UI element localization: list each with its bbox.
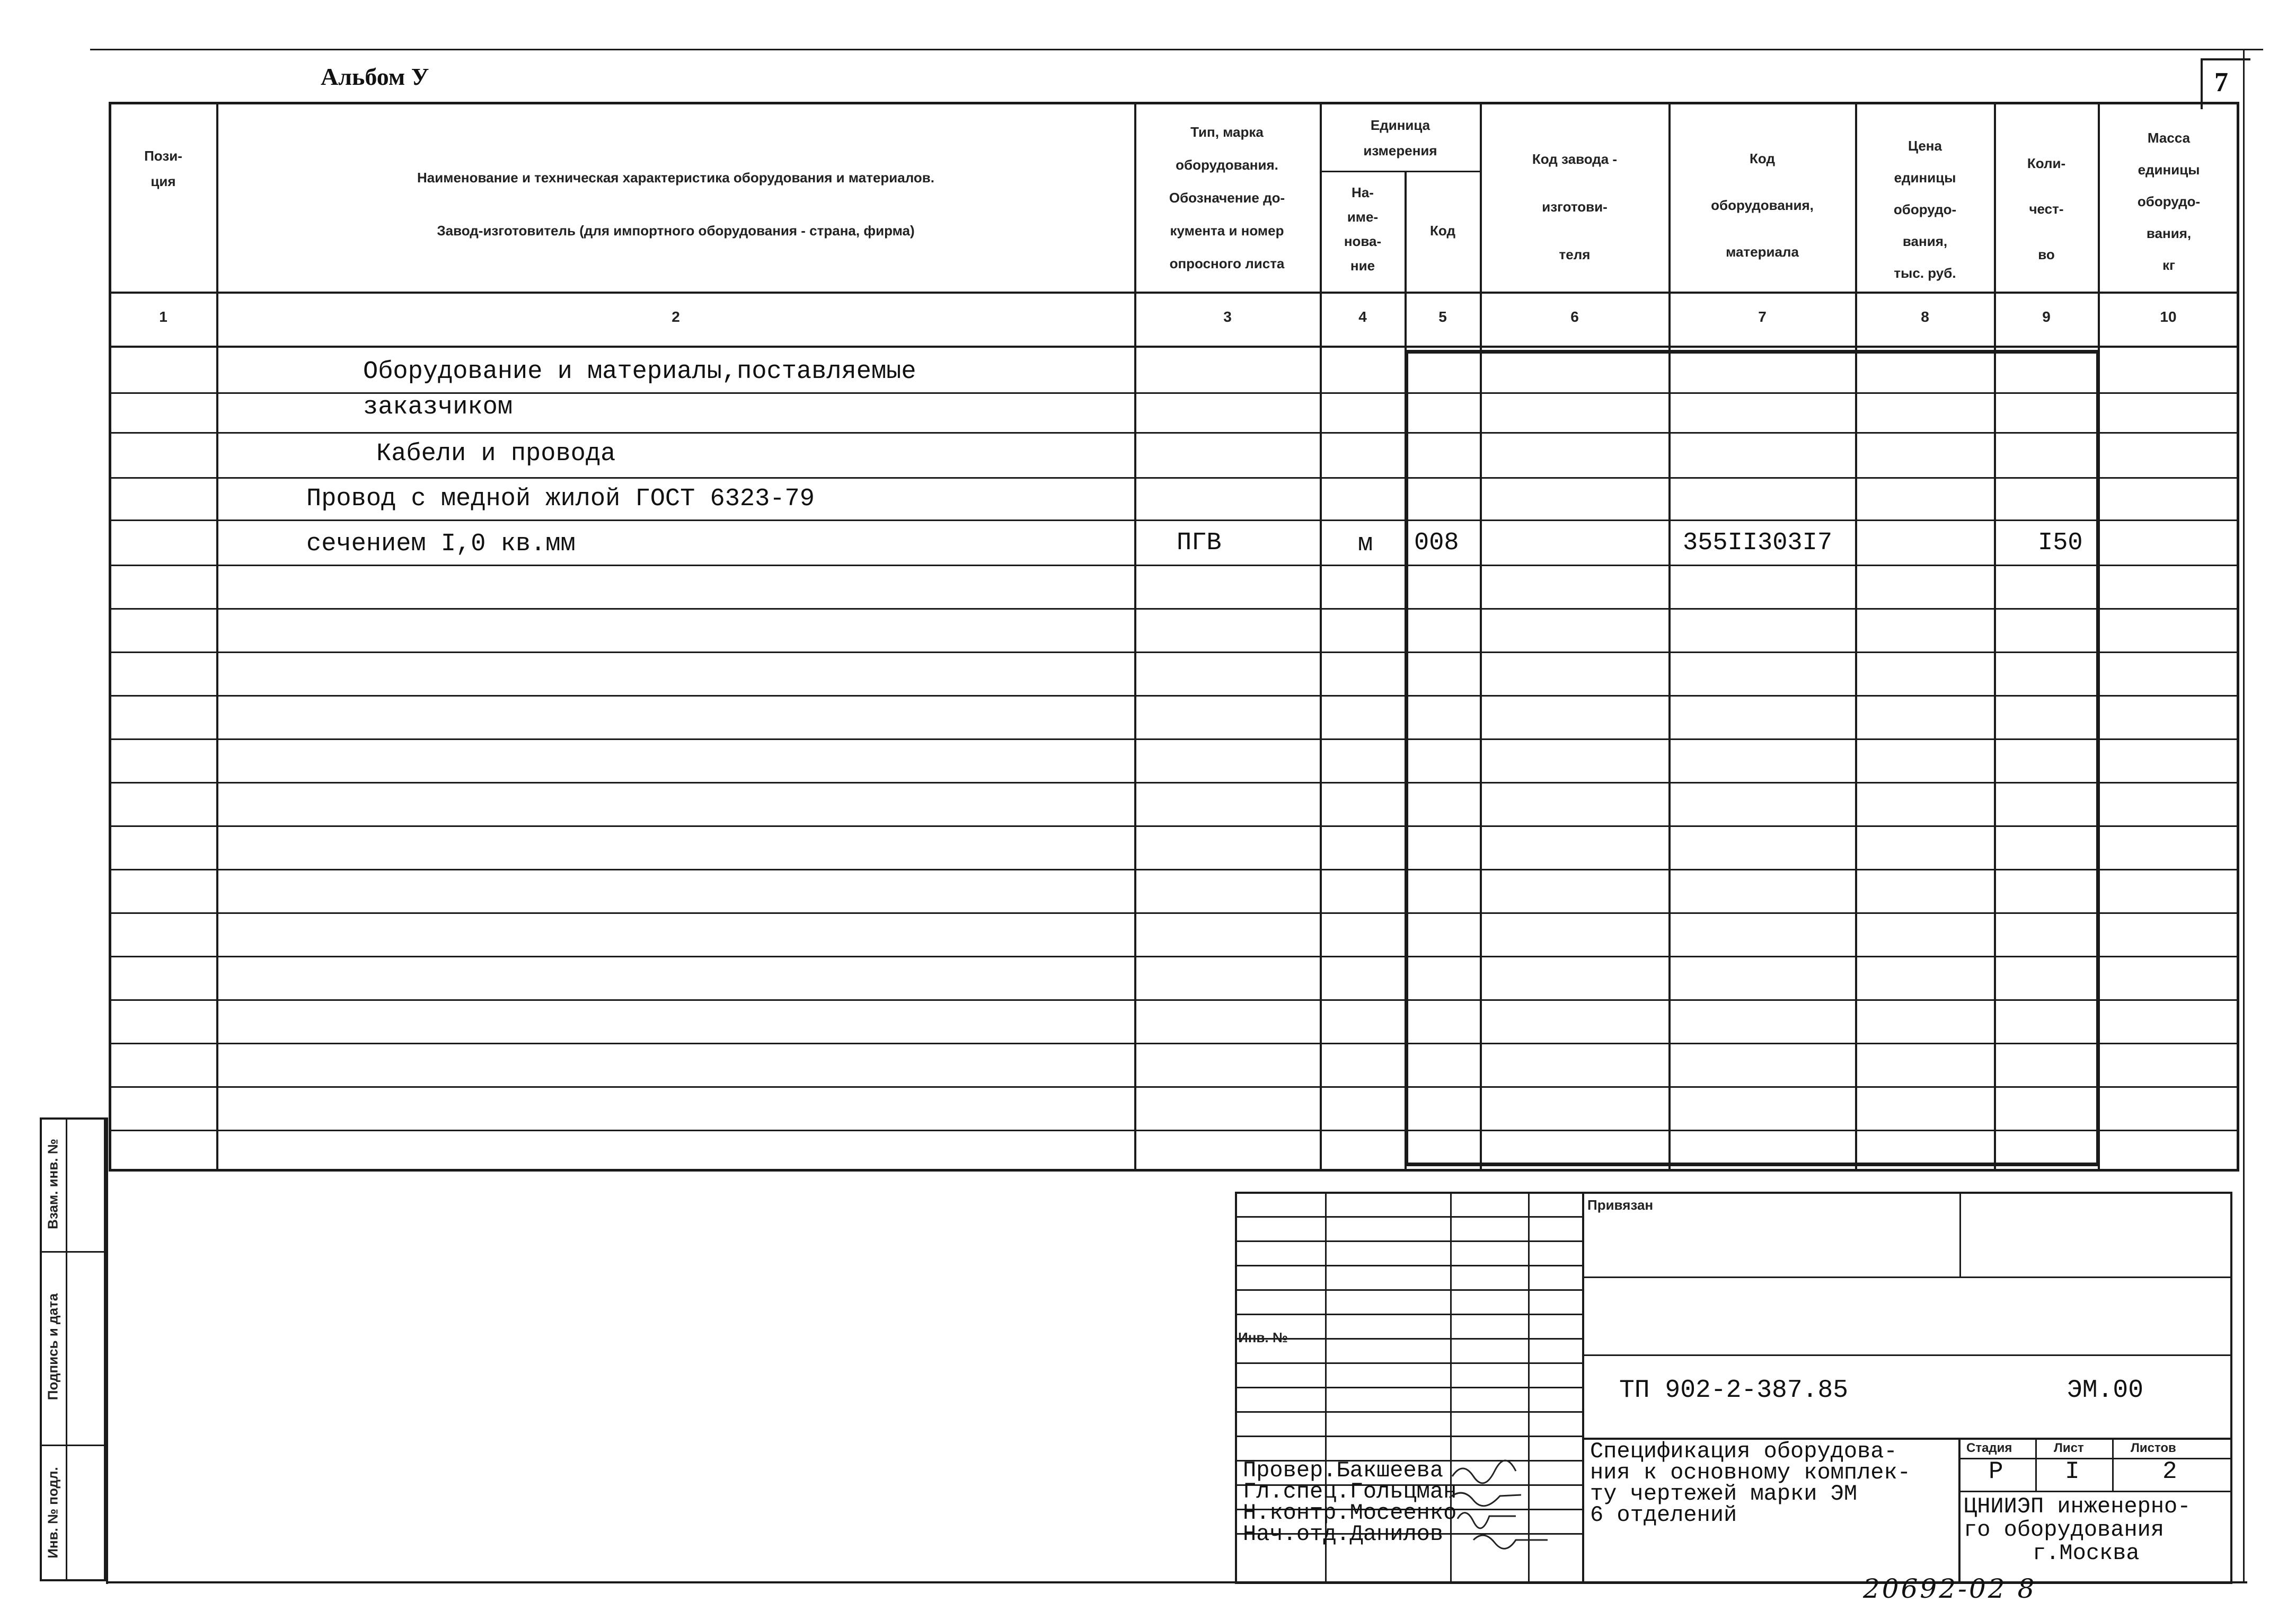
table-row-line-12 [109, 869, 2239, 870]
colnum-bottom-line [109, 346, 2239, 348]
header-quantity: Коли- чест- во [2027, 155, 2066, 262]
tb-signer-4: Нач.отд.Данилов [1243, 1521, 1444, 1547]
top-border-line [90, 49, 2263, 50]
frame-left-line [106, 1117, 108, 1584]
table-row-line-3 [109, 477, 2239, 479]
table-row-line-13 [109, 912, 2239, 914]
table-row-line-6 [109, 608, 2239, 610]
tb-sheets-value: 2 [2162, 1458, 2177, 1485]
frame-right-line [2243, 49, 2245, 1583]
colnum-7: 7 [1758, 309, 1767, 325]
colnum-1: 1 [159, 309, 167, 325]
handwritten-number: 20692-02 8 [1863, 1573, 2037, 1604]
row-3-name: Кабели и провода [376, 440, 616, 468]
tb-grid-row-5 [1235, 1314, 1582, 1315]
tb-stage-value-line [1958, 1491, 2231, 1492]
tb-stage-v1 [2035, 1438, 2037, 1491]
tb-stage-value: Р [1989, 1458, 2003, 1485]
tb-signer-2: Гл.спец.Гольцман [1243, 1479, 1457, 1504]
row-1-name: Оборудование и материалы,поставляемые [363, 358, 916, 386]
table-row-line-11 [109, 825, 2239, 827]
table-row-line-15 [109, 999, 2239, 1001]
row-5-quantity: I50 [2038, 529, 2083, 557]
unit-group-line [1321, 171, 1480, 172]
colnum-3: 3 [1223, 309, 1232, 325]
tb-line-code-top [1582, 1354, 2231, 1356]
table-row-line-16 [109, 1043, 2239, 1044]
tb-grid-row-2 [1235, 1240, 1582, 1242]
tb-line-privyazan [1582, 1277, 2231, 1278]
table-row-line-4 [109, 520, 2239, 521]
colnum-4: 4 [1358, 309, 1367, 325]
row-4-name: Провод с медной жилой ГОСТ 6323-79 [306, 485, 815, 513]
table-row-line-18 [109, 1130, 2239, 1131]
header-mass: Масса единицы оборудо- вания, кг [2137, 130, 2201, 273]
tb-privyazan-divider [1959, 1192, 1961, 1278]
tb-organization: ЦНИИЭП инженерно- го оборудования г.Москва [1964, 1494, 2191, 1566]
header-factory-code: Код завода - изготови- теля [1532, 151, 1618, 262]
tb-signer-3: Н.контр.Мосеенко [1243, 1500, 1457, 1526]
colnum-9: 9 [2042, 309, 2051, 325]
header-equipment-code: Код оборудования, материала [1711, 151, 1814, 260]
row-2-name: заказчиком [363, 393, 513, 421]
signatures-image [1442, 1450, 1601, 1566]
header-unit-code: Код [1430, 223, 1455, 239]
tb-signer-1: Провер.Бакшеева [1243, 1458, 1444, 1483]
tb-mark: ЭМ.00 [2067, 1376, 2144, 1405]
tb-sheet-label: Лист [2054, 1441, 2084, 1455]
col-line-1 [216, 102, 218, 1172]
header-name: Наименование и техническая характеристика оборудования и материалов. Завод-изготовитель (для импортного оборудования - страна, фирма) [417, 170, 934, 239]
tb-doc-code: ТП 902-2-387.85 [1619, 1376, 1849, 1405]
tb-grid-row-7 [1235, 1362, 1582, 1364]
table-row-line-9 [109, 738, 2239, 740]
album-label: Альбом У [321, 63, 429, 90]
row-5-unit: м [1358, 530, 1373, 558]
tb-sheet-value: I [2065, 1458, 2080, 1485]
tb-grid-row-1 [1235, 1216, 1582, 1218]
row-5-unit-code: 008 [1414, 529, 1459, 557]
row-5-name: сечением I,0 кв.мм [306, 530, 576, 558]
colnum-6: 6 [1570, 309, 1579, 325]
colnum-8: 8 [1921, 309, 1929, 325]
table-row-line-5 [109, 565, 2239, 566]
table-row-line-7 [109, 652, 2239, 653]
tb-inv-label: Инв. № [1238, 1330, 1288, 1345]
tb-grid-row-9 [1235, 1411, 1582, 1413]
row-5-code: 355II303I7 [1683, 529, 1833, 557]
tb-grid-row-8 [1235, 1387, 1582, 1388]
tb-stage-label: Стадия [1966, 1441, 2012, 1455]
colnum-2: 2 [672, 309, 680, 325]
header-type: Тип, марка оборудования. Обозначение до- кумента и номер опросного листа [1169, 124, 1285, 271]
colnum-10: 10 [2160, 309, 2177, 325]
tb-grid-row-4 [1235, 1289, 1582, 1291]
tb-grid-row-10 [1235, 1436, 1582, 1437]
table-row-line-17 [109, 1086, 2239, 1088]
header-unit-group: Единица измерения [1363, 117, 1437, 159]
table-row-line-8 [109, 695, 2239, 697]
side-stamp-inv-zam: Взам. инв. № [45, 1139, 61, 1229]
side-stamp-inv-podl: Инв. № подл. [45, 1467, 61, 1559]
colnum-5: 5 [1438, 309, 1447, 325]
header-unit-name: На- име- нова- ние [1344, 184, 1382, 274]
row-5-type: ПГВ [1177, 529, 1222, 557]
tb-grid-row-3 [1235, 1265, 1582, 1266]
header-bottom-line [109, 292, 2239, 294]
tb-stage-v2 [2112, 1438, 2114, 1491]
tb-title-divider [1958, 1438, 1961, 1583]
tb-title: Спецификация оборудова- ния к основному комплек- ту чертежей марки ЭМ 6 отделений [1590, 1439, 1911, 1528]
side-stamp-divider [66, 1117, 67, 1581]
table-row-line-2 [109, 432, 2239, 434]
header-price: Цена единицы оборудо- вания, тыс. руб. [1893, 138, 1957, 281]
table-row-line-10 [109, 782, 2239, 784]
sheet-number: 7 [2214, 67, 2228, 98]
tb-sheets-label: Листов [2131, 1441, 2176, 1455]
header-position: Пози- ция [144, 148, 182, 189]
table-row-line-14 [109, 956, 2239, 957]
side-stamp-sign-date: Подпись и дата [45, 1293, 61, 1401]
tb-privyazan-label: Привязан [1587, 1197, 1654, 1213]
